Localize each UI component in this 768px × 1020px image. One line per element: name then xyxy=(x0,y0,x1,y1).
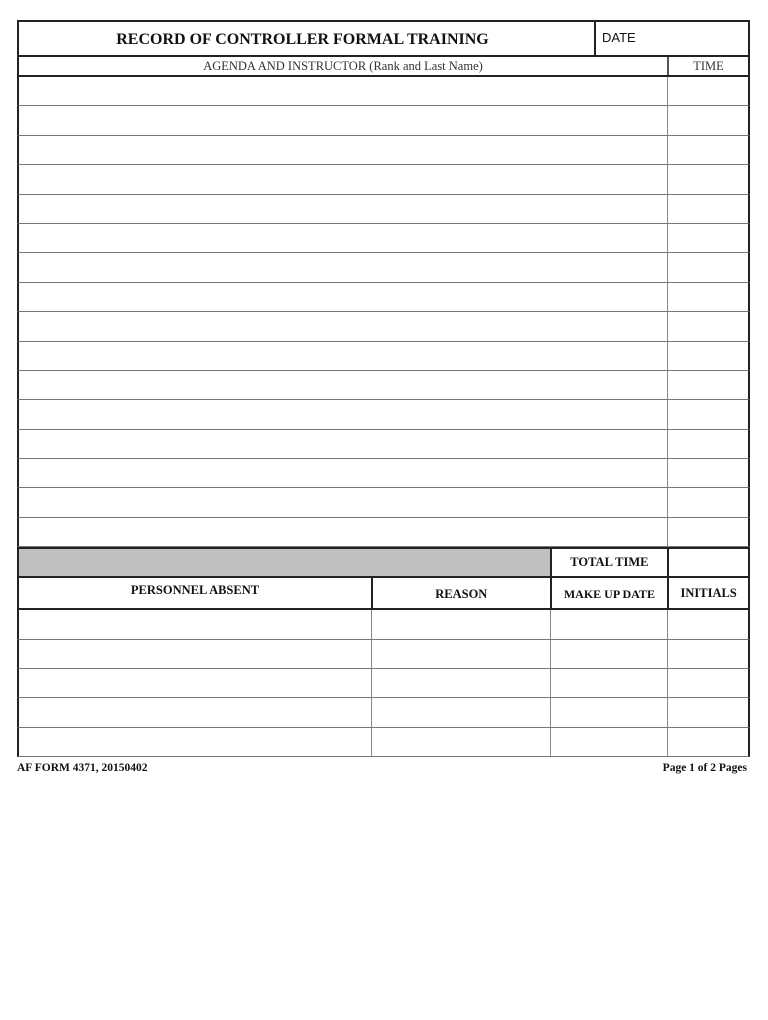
time-field[interactable] xyxy=(667,253,748,281)
agenda-row xyxy=(17,77,750,106)
time-header: TIME xyxy=(667,57,748,75)
time-field[interactable] xyxy=(667,342,748,370)
agenda-rows xyxy=(17,77,750,547)
time-field[interactable] xyxy=(667,77,748,105)
time-field[interactable] xyxy=(667,400,748,428)
time-field[interactable] xyxy=(667,371,748,399)
initials-field[interactable] xyxy=(667,610,748,638)
initials-field[interactable] xyxy=(667,640,748,668)
agenda-row xyxy=(17,136,750,165)
personnel-field[interactable] xyxy=(19,640,371,668)
reason-field[interactable] xyxy=(371,610,550,638)
time-field[interactable] xyxy=(667,488,748,516)
agenda-row xyxy=(17,253,750,282)
agenda-row xyxy=(17,518,750,547)
absent-header-row xyxy=(17,578,750,610)
agenda-row xyxy=(17,195,750,224)
agenda-field[interactable] xyxy=(19,224,667,252)
agenda-field[interactable] xyxy=(19,77,667,105)
title-row xyxy=(17,20,750,57)
agenda-row xyxy=(17,224,750,253)
time-field[interactable] xyxy=(667,518,748,546)
absent-row xyxy=(17,610,750,639)
agenda-row xyxy=(17,342,750,371)
reason-field[interactable] xyxy=(371,640,550,668)
agenda-field[interactable] xyxy=(19,283,667,311)
agenda-field[interactable] xyxy=(19,488,667,516)
agenda-field[interactable] xyxy=(19,342,667,370)
absent-rows xyxy=(17,610,750,757)
date-field[interactable] xyxy=(594,22,748,55)
initials-field[interactable] xyxy=(667,698,748,726)
agenda-row xyxy=(17,488,750,517)
absent-row xyxy=(17,640,750,669)
makeup-date-field[interactable] xyxy=(550,669,668,697)
total-time-label: TOTAL TIME xyxy=(550,549,668,576)
makeup-date-field[interactable] xyxy=(550,698,668,726)
agenda-field[interactable] xyxy=(19,253,667,281)
shaded-block xyxy=(19,549,550,576)
absent-row xyxy=(17,669,750,698)
initials-field[interactable] xyxy=(667,728,748,756)
agenda-field[interactable] xyxy=(19,518,667,546)
time-field[interactable] xyxy=(667,312,748,340)
makeup-date-field[interactable] xyxy=(550,640,668,668)
initials-header: INITIALS xyxy=(667,578,748,608)
date-label: DATE xyxy=(602,30,636,45)
agenda-row xyxy=(17,430,750,459)
time-field[interactable] xyxy=(667,283,748,311)
footer xyxy=(17,762,747,774)
agenda-field[interactable] xyxy=(19,371,667,399)
agenda-field[interactable] xyxy=(19,400,667,428)
time-field[interactable] xyxy=(667,106,748,134)
time-field[interactable] xyxy=(667,224,748,252)
time-field[interactable] xyxy=(667,459,748,487)
page-number: Page 1 of 2 Pages xyxy=(662,762,747,774)
personnel-field[interactable] xyxy=(19,610,371,638)
reason-field[interactable] xyxy=(371,698,550,726)
agenda-header-row xyxy=(17,57,750,77)
agenda-row xyxy=(17,459,750,488)
training-record-form xyxy=(17,20,750,757)
agenda-row xyxy=(17,165,750,194)
agenda-row xyxy=(17,371,750,400)
absent-row xyxy=(17,728,750,757)
personnel-field[interactable] xyxy=(19,669,371,697)
makeup-date-header: MAKE UP DATE xyxy=(550,578,668,608)
time-field[interactable] xyxy=(667,195,748,223)
total-time-field[interactable] xyxy=(667,549,748,576)
reason-field[interactable] xyxy=(371,728,550,756)
agenda-field[interactable] xyxy=(19,195,667,223)
makeup-date-field[interactable] xyxy=(550,728,668,756)
agenda-row xyxy=(17,283,750,312)
agenda-row xyxy=(17,312,750,341)
total-time-row xyxy=(17,547,750,578)
makeup-date-field[interactable] xyxy=(550,610,668,638)
form-title: RECORD OF CONTROLLER FORMAL TRAINING xyxy=(116,31,489,48)
agenda-field[interactable] xyxy=(19,312,667,340)
time-field[interactable] xyxy=(667,165,748,193)
time-field[interactable] xyxy=(667,430,748,458)
form-id: AF FORM 4371, 20150402 xyxy=(17,762,148,774)
reason-field[interactable] xyxy=(371,669,550,697)
initials-field[interactable] xyxy=(667,669,748,697)
agenda-field[interactable] xyxy=(19,459,667,487)
personnel-absent-header: PERSONNEL ABSENT xyxy=(130,583,260,598)
personnel-field[interactable] xyxy=(19,728,371,756)
personnel-field[interactable] xyxy=(19,698,371,726)
reason-header: REASON xyxy=(371,578,550,608)
agenda-field[interactable] xyxy=(19,165,667,193)
agenda-row xyxy=(17,400,750,429)
agenda-field[interactable] xyxy=(19,430,667,458)
agenda-row xyxy=(17,106,750,135)
agenda-header: AGENDA AND INSTRUCTOR (Rank and Last Name) xyxy=(203,59,483,73)
agenda-field[interactable] xyxy=(19,136,667,164)
agenda-field[interactable] xyxy=(19,106,667,134)
absent-row xyxy=(17,698,750,727)
time-field[interactable] xyxy=(667,136,748,164)
